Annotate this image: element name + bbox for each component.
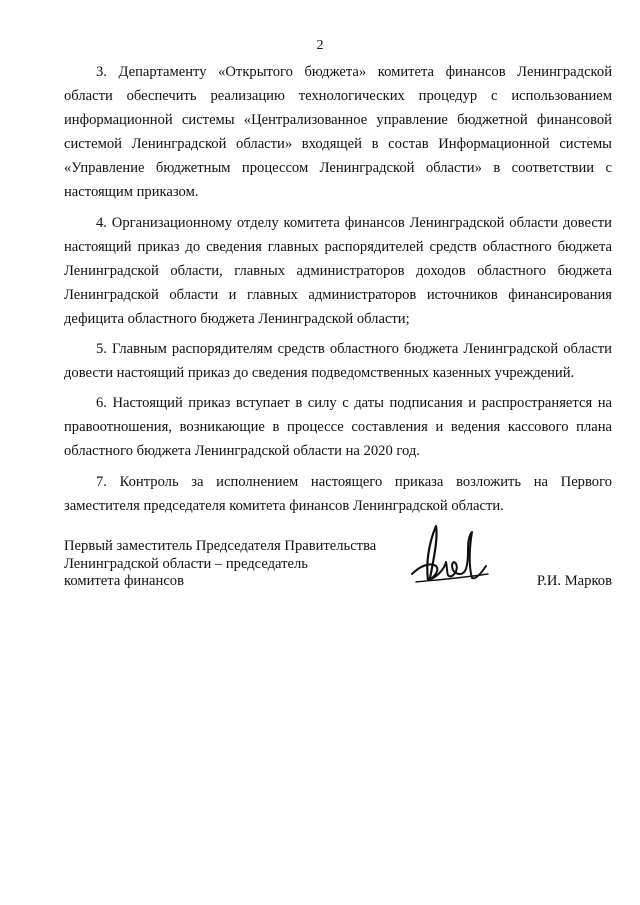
signatory-title-line: Ленинградской области – председатель [64, 555, 308, 572]
signatory-title-line: Первый заместитель Председателя Правительства [64, 538, 377, 554]
handwritten-signature [406, 520, 496, 590]
document-body [64, 60, 612, 518]
signatory-title [64, 538, 376, 591]
paragraph-6: 6. Настоящий приказ вступает в силу с даты подписания и распространяется на правоотношения, возникающие в процессе составления и ведения кассового плана областного бюджета Ленинградской области на 2020 год. [64, 395, 612, 460]
signatory-title-line: комитета финансов [64, 573, 184, 589]
paragraph-7: 7. Контроль за исполнением настоящего приказа возложить на Первого заместителя председателя комитета финансов Ленинградской области. [64, 473, 612, 514]
paragraph-5: 5. Главным распорядителям средств областного бюджета Ленинградской области довести настоящий приказ до сведения подведомственных казенных учреждений. [64, 341, 612, 382]
paragraph-4: 4. Организационному отделу комитета финансов Ленинградской области довести настоящий приказ до сведения главных распорядителей средств областного бюджета Ленинградской области, главных администраторов доходов областного бюджета Ленинградской области и главных администраторов источников финансирования дефицита областного бюджета Ленинградской области; [64, 214, 612, 327]
signature-block [64, 538, 612, 598]
paragraph-3: 3. Департаменту «Открытого бюджета» комитета финансов Ленинградской области обеспечить реализацию технологических процедур с использованием информационной системы «Централизованное управление бюджетной финансовой системой Ленинградской области» входящей в состав Информационной системы «Управление бюджетным процессом Ленинградской области» в соответствии с настоящим приказом. [64, 64, 612, 201]
signatory-name: Р.И. Марков [536, 573, 612, 589]
page-number: 2 [316, 38, 324, 53]
